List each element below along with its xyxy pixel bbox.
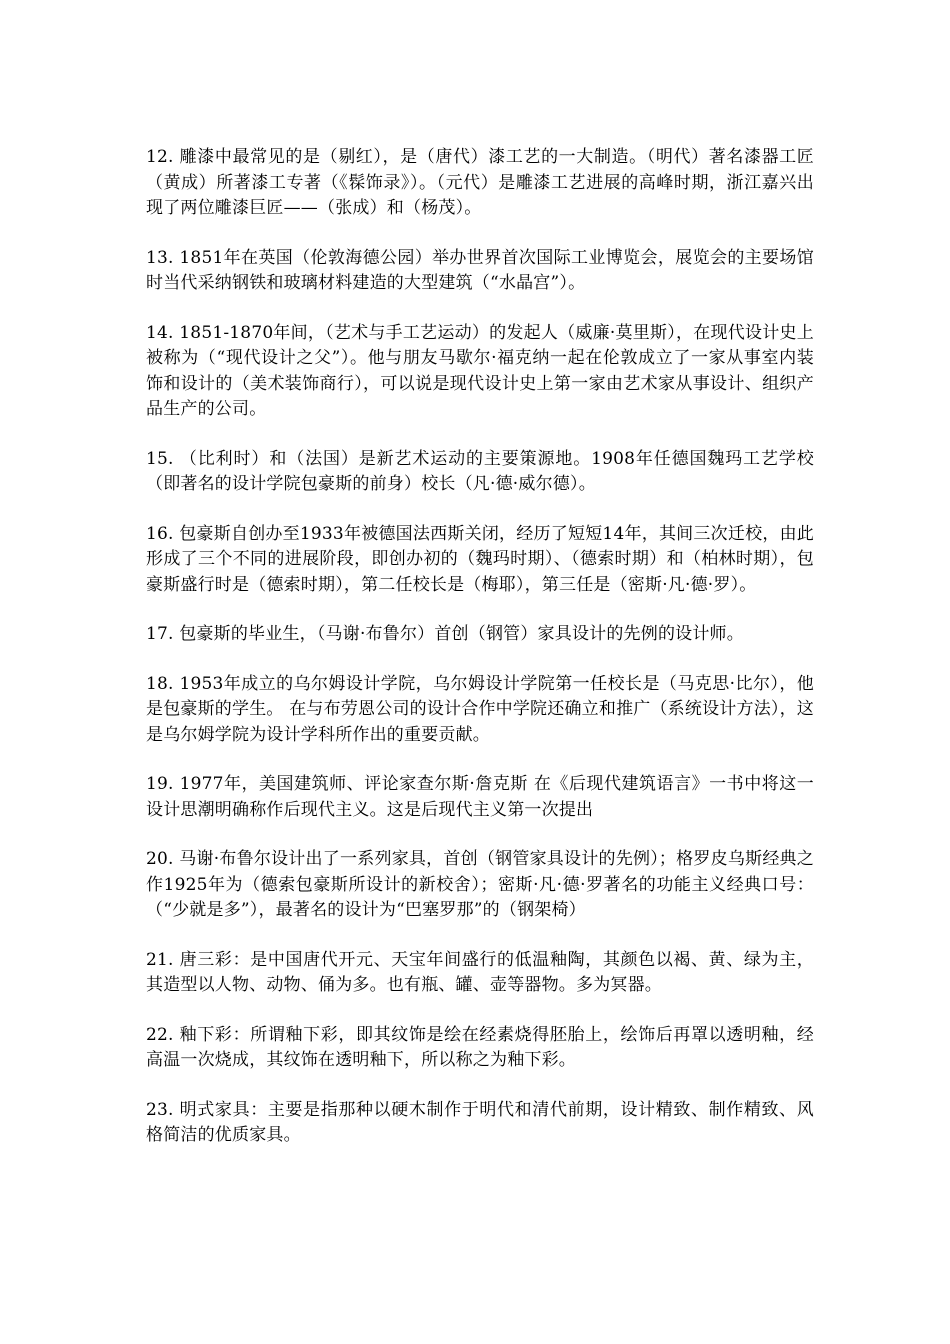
paragraph-15: 15. （比利时）和（法国）是新艺术运动的主要策源地。1908年任德国魏玛工艺学校（即著名的设计学院包豪斯的前身）校长（凡·德·威尔德）。: [146, 448, 814, 494]
document-page: [146, 145, 814, 1173]
paragraph-17: 17. 包豪斯的毕业生，（马谢·布鲁尔）首创（钢管）家具设计的先例的设计师。: [146, 624, 744, 644]
paragraph-22: 22. 釉下彩：所谓釉下彩，即其纹饰是绘在经素烧得胚胎上，绘饰后再罩以透明釉，经高温一次烧成，其纹饰在透明釉下，所以称之为釉下彩。: [146, 1024, 814, 1070]
paragraph-23: 23. 明式家具：主要是指那种以硬木制作于明代和清代前期，设计精致、制作精致、风格简洁的优质家具。: [146, 1099, 814, 1145]
paragraph-16: 16. 包豪斯自创办至1933年被德国法西斯关闭，经历了短短14年，其间三次迁校，由此形成了三个不同的进展阶段，即创办初的（魏玛时期）、（德索时期）和（柏林时期），包豪斯盛行时是（德索时期），第二任校长是（梅耶），第三任是（密斯·凡·德·罗）。: [146, 523, 814, 595]
paragraph-21: 21. 唐三彩：是中国唐代开元、天宝年间盛行的低温釉陶，其颜色以褐、黄、绿为主，其造型以人物、动物、俑为多。也有瓶、罐、壶等器物。多为冥器。: [146, 949, 814, 995]
paragraph-14: 14. 1851-1870年间，（艺术与手工艺运动）的发起人（威廉·莫里斯），在现代设计史上被称为（“现代设计之父”）。他与朋友马歇尔·福克纳一起在伦敦成立了一家从事室内装饰和设计的（美术装饰商行），可以说是现代设计史上第一家由艺术家从事设计、组织产品生产的公司。: [146, 322, 814, 419]
paragraph-13: 13. 1851年在英国（伦敦海德公园）举办世界首次国际工业博览会，展览会的主要场馆时当代采纳钢铁和玻璃材料建造的大型建筑（“水晶宫”）。: [146, 247, 814, 293]
paragraph-20: 20. 马谢·布鲁尔设计出了一系列家具，首创（钢管家具设计的先例）；格罗皮乌斯经典之作1925年为（德索包豪斯所设计的新校舍）；密斯·凡·德·罗著名的功能主义经典口号：（“少就是多”），最著名的设计为“巴塞罗那”的（钢架椅）: [146, 849, 814, 920]
paragraph-19: 19. 1977年，美国建筑师、评论家查尔斯·詹克斯 在《后现代建筑语言》一书中将这一设计思潮明确称作后现代主义。这是后现代主义第一次提出: [146, 774, 814, 820]
paragraph-12: 12. 雕漆中最常见的是（剔红），是（唐代）漆工艺的一大制造。（明代）著名漆器工匠（黄成）所著漆工专著（《髹饰录》）。（元代）是雕漆工艺进展的高峰时期，浙江嘉兴出现了两位雕漆巨匠——（张成）和（杨茂）。: [146, 147, 814, 218]
paragraph-18: 18. 1953年成立的乌尔姆设计学院，乌尔姆设计学院第一任校长是（马克思·比尔），他是包豪斯的学生。 在与布劳恩公司的设计合作中学院还确立和推广（系统设计方法），这是乌尔姆学院为设计学科所作出的重要贡献。: [146, 673, 814, 745]
